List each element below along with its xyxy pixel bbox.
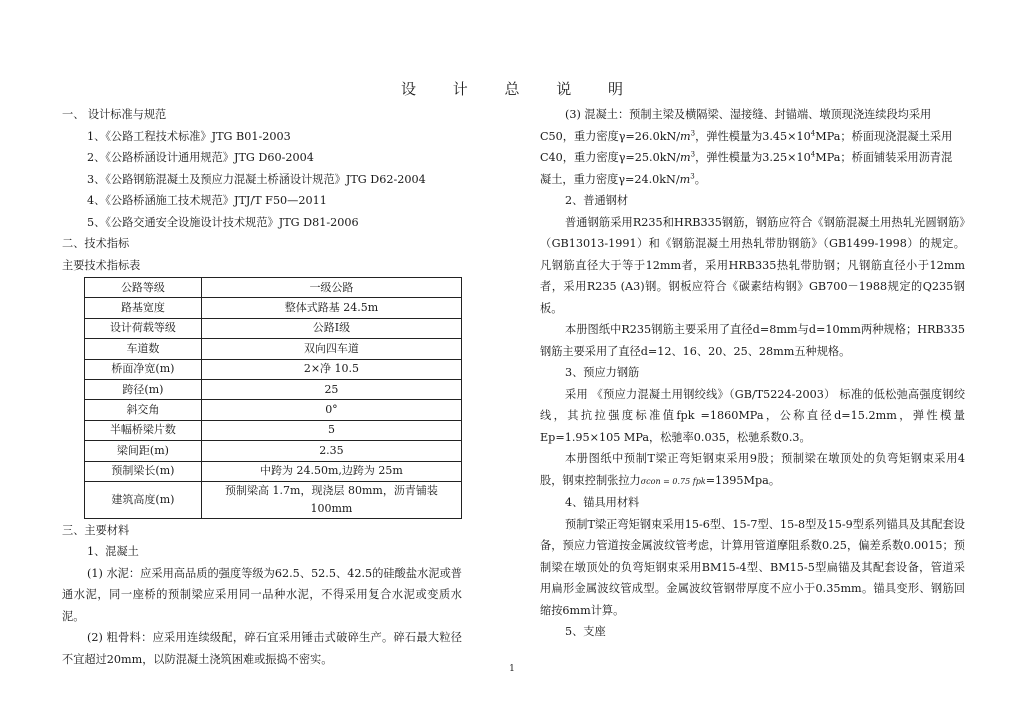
paragraph-cement: (1) 水泥：应采用高品质的强度等级为62.5、52.5、42.5的硅酸盐水泥或普通水泥，同一座桥的预制梁应采用同一品种水泥，不得采用复合水泥或变质水泥。 xyxy=(62,566,462,623)
exponent: 4 xyxy=(810,150,816,159)
unit-m: m xyxy=(679,172,691,186)
table-row xyxy=(85,278,462,298)
subsection-bearing: 5、支座 xyxy=(565,625,606,638)
concrete-line-4 xyxy=(540,169,965,191)
formula: σcon = 0.75 fpk xyxy=(640,476,706,486)
table-cell-value: 2.35 xyxy=(201,441,461,461)
table-cell-key: 预制梁长(m) xyxy=(85,461,202,481)
standard-item: 5、《公路交通安全设施设计技术规范》JTG D81-2006 xyxy=(87,215,359,229)
text-run: ，弹性模量为3.25×10 xyxy=(695,151,811,164)
concrete-line-3 xyxy=(540,147,965,169)
paragraph-aggregate: (2) 粗骨料：应采用连续级配，碎石宜采用锤击式破碎生产。碎石最大粒径不宜超过20mm，以防混凝土浇筑困难或振捣不密实。 xyxy=(62,631,462,666)
text-run: ，弹性模量为3.45×10 xyxy=(695,129,811,143)
standard-item: 1、《公路工程技术标准》JTG B01-2003 xyxy=(87,129,291,143)
table-row xyxy=(85,379,462,399)
section-heading-tech: 二、技术指标 xyxy=(62,237,130,250)
exponent: 4 xyxy=(810,128,816,137)
table-row xyxy=(85,400,462,420)
paragraph-strand-2 xyxy=(540,448,965,492)
subsection-anchor: 4、锚具用材料 xyxy=(565,496,640,509)
page-title: 设 计 总 说 明 xyxy=(400,80,640,98)
table-row xyxy=(85,339,462,359)
table-cell-key: 车道数 xyxy=(85,339,202,359)
text-run: MPa；桥面铺装采用沥青混 xyxy=(815,151,953,164)
table-cell-value: 整体式路基 24.5m xyxy=(201,298,461,318)
paragraph-steel: 普通钢筋采用R235和HRB335钢筋，钢筋应符合《钢筋混凝土用热轧光圆钢筋》（GB13013-1991）和《钢筋混凝土用热轧带肋钢筋》（GB1499-1998）的规定。凡钢筋直径大于等于12mm者，采用HRB335热轧带肋钢；凡钢筋直径小于12mm者，采用R235 (A3)钢。钢板应符合《碳素结构钢》GB700－1988规定的Q235钢板。 xyxy=(540,215,965,315)
table-cell-key: 路基宽度 xyxy=(85,298,202,318)
spec-table xyxy=(84,277,462,519)
paragraph-strand: 采用 《预应力混凝土用钢绞线》（GB/T5224-2003） 标准的低松弛高强度钢绞线，其抗拉强度标准值fpk =1860MPa，公称直径d=15.2mm，弹性模量Ep=1.95×105 MPa，松驰率0.035，松驰系数0.3。 xyxy=(540,387,965,444)
text-run: 。 xyxy=(694,172,706,186)
table-cell-key: 建筑高度(m) xyxy=(85,481,202,518)
subsection-concrete: 1、混凝土 xyxy=(87,545,139,559)
unit-m: m xyxy=(680,129,691,143)
table-cell-value: 2×净 10.5 xyxy=(201,359,461,379)
section-heading-standards: 一、 设计标准与规范 xyxy=(62,108,167,121)
table-row xyxy=(85,298,462,318)
page-number: 1 xyxy=(509,664,515,674)
exponent: 3 xyxy=(690,150,696,159)
standard-item: 2、《公路桥涵设计通用规范》JTG D60-2004 xyxy=(87,151,314,164)
table-cell-value: 公路Ⅰ级 xyxy=(201,318,461,338)
exponent: 3 xyxy=(690,171,695,180)
table-cell-value: 0° xyxy=(201,400,461,420)
text-run: C50，重力密度γ=26.0kN/ xyxy=(540,129,681,143)
text-run: MPa；桥面现浇混凝土采用 xyxy=(815,129,953,143)
table-cell-value: 一级公路 xyxy=(201,278,461,298)
paragraph-anchor: 预制T梁正弯矩钢束采用15-6型、15-7型、15-8型及15-9型系列锚具及其配套设备，预应力管道按金属波纹管考虑，计算用管道摩阻系数0.25，偏差系数0.0015；预制梁在墩顶处的负弯矩钢束采用BM15-4型、BM15-5型扁锚及其配套设备，管道采用扁形金属波纹管成型。金属波纹管钢带厚度不应小于0.35mm。锚具变形、钢筋回缩按6mm计算。 xyxy=(540,517,965,617)
table-cell-value: 25 xyxy=(201,379,461,399)
table-cell-key: 梁间距(m) xyxy=(85,441,202,461)
table-title: 主要技术指标表 xyxy=(62,258,141,272)
section-heading-materials: 三、主要材料 xyxy=(62,523,130,537)
text-run: C40，重力密度γ=25.0kN/ xyxy=(540,151,681,164)
right-column xyxy=(540,104,965,643)
table-cell-value: 预制梁高 1.7m，现浇层 80mm，沥青铺装 100mm xyxy=(201,481,461,518)
exponent: 3 xyxy=(690,128,696,137)
table-cell-key: 斜交角 xyxy=(85,400,202,420)
concrete-line-2 xyxy=(540,126,965,148)
left-column xyxy=(62,104,462,670)
table-row xyxy=(85,461,462,481)
table-cell-key: 半幅桥梁片数 xyxy=(85,420,202,440)
table-cell-value: 5 xyxy=(201,420,461,440)
table-row xyxy=(85,420,462,440)
text-run: =1395Mpa。 xyxy=(705,473,781,487)
subsection-prestress: 3、预应力钢筋 xyxy=(565,366,640,379)
subsection-steel: 2、普通钢材 xyxy=(565,194,629,207)
table-cell-key: 跨径(m) xyxy=(85,379,202,399)
table-cell-key: 桥面净宽(m) xyxy=(85,359,202,379)
table-row xyxy=(85,359,462,379)
concrete-line-1: (3) 混凝土：预制主梁及横隔梁、湿接缝、封锚端、墩顶现浇连续段均采用 xyxy=(565,108,932,121)
standard-item: 4、《公路桥涵施工技术规范》JTJ/T F50—2011 xyxy=(87,194,327,207)
text-run: 本册图纸中预制T梁正弯矩钢束采用9股；预制梁在墩顶处的负弯矩钢束采用4股，钢束控制张拉力 xyxy=(540,452,965,487)
standard-item: 3、《公路钢筋混凝土及预应力混凝土桥涵设计规范》JTG D62-2004 xyxy=(87,172,426,186)
table-cell-value: 双向四车道 xyxy=(201,339,461,359)
table-cell-value: 中跨为 24.50m,边跨为 25m xyxy=(201,461,461,481)
paragraph-steel-2: 本册图纸中R235钢筋主要采用了直径d=8mm与d=10mm两种规格；HRB335钢筋主要采用了直径d=12、16、20、25、28mm五种规格。 xyxy=(540,323,965,358)
table-row xyxy=(85,318,462,338)
table-cell-key: 公路等级 xyxy=(85,278,202,298)
table-row xyxy=(85,441,462,461)
unit-m: m xyxy=(680,151,691,164)
table-row xyxy=(85,481,462,518)
table-cell-key: 设计荷载等级 xyxy=(85,318,202,338)
text-run: 凝土，重力密度γ=24.0kN/ xyxy=(540,172,680,186)
